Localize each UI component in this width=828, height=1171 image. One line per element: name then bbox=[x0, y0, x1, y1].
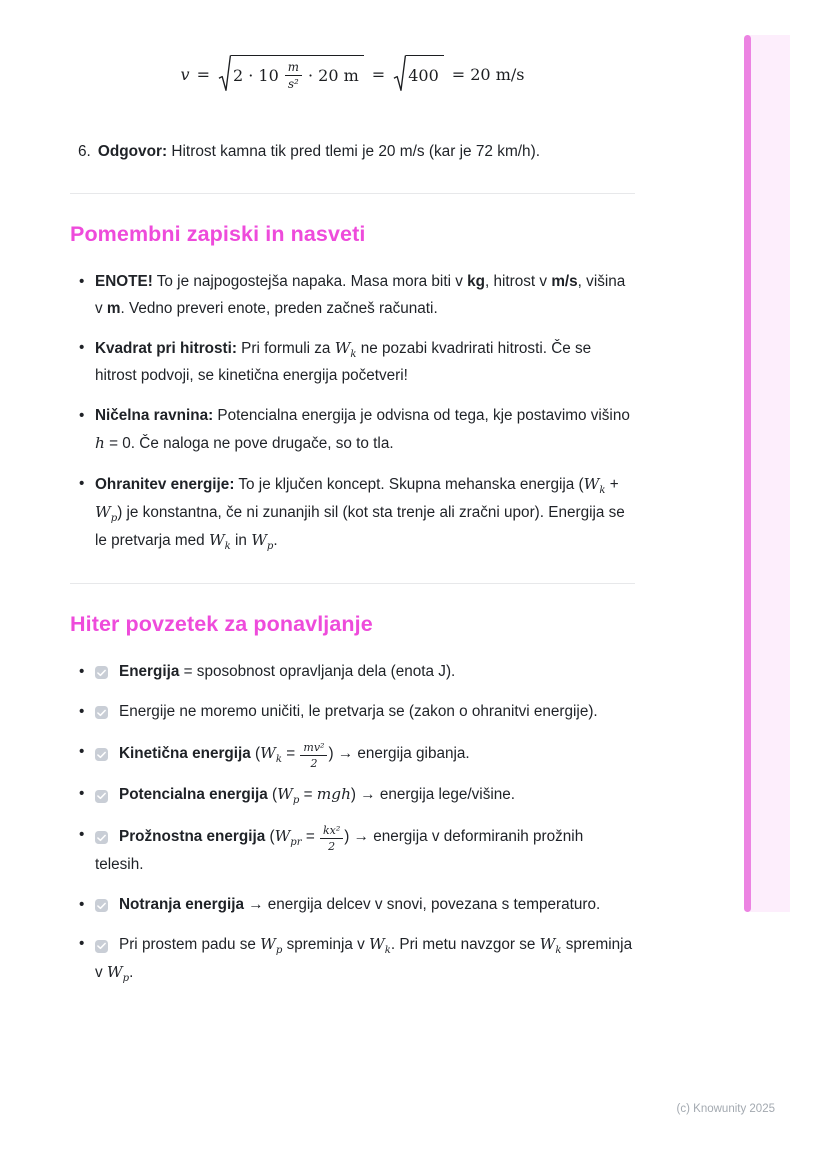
equals-sign: = bbox=[196, 64, 210, 84]
square-root bbox=[393, 55, 444, 92]
copyright: (c) Knowunity 2025 bbox=[676, 1103, 775, 1115]
scrollbar-track[interactable] bbox=[748, 35, 790, 912]
scrollbar-thumb[interactable] bbox=[744, 35, 751, 912]
bullet-dot: • bbox=[79, 475, 85, 493]
list-item bbox=[70, 781, 635, 809]
section-title-notes: Pomembni zapiski in nasveti bbox=[70, 221, 366, 246]
list-item-text: Ohranitev energije: To je ključen koncept. Skupna mehanska energija $(W_k + W_p)$ je konstantna, če ni zunanjih sil (kot sta trenje ali zračni upor). Energija se le pretvarja med $W_k$ in $W_p$. bbox=[95, 475, 625, 553]
list-item bbox=[70, 403, 635, 458]
list-item bbox=[70, 892, 635, 919]
checkbox-icon bbox=[95, 666, 108, 679]
answer-item bbox=[70, 140, 635, 165]
bullet-dot: • bbox=[79, 407, 85, 425]
radicand bbox=[231, 55, 364, 92]
summary-list bbox=[70, 659, 635, 987]
checkbox-label: Notranja energija → energija delcev v snovi, povezana s temperaturo. bbox=[119, 895, 601, 913]
list-item-text bbox=[95, 699, 635, 726]
list-item bbox=[70, 739, 635, 768]
section-divider bbox=[70, 193, 635, 194]
checkbox-icon bbox=[95, 790, 108, 803]
list-item bbox=[70, 471, 635, 555]
checkbox-icon bbox=[95, 940, 108, 953]
list-item-text bbox=[95, 659, 635, 686]
list-number: 6. bbox=[78, 143, 91, 160]
list-item bbox=[70, 335, 635, 390]
bullet-dot: • bbox=[79, 895, 85, 913]
checkbox-icon bbox=[95, 748, 108, 761]
section-title-summary: Hiter povzetek za ponavljanje bbox=[70, 611, 373, 636]
list-item bbox=[70, 931, 635, 987]
radicand-post: · 20 m bbox=[308, 65, 359, 85]
fraction bbox=[285, 60, 302, 91]
checkbox-label: Kinetična energija ($W_k$ = $\frac{\text{mv²}}{2}$ ) → energija gibanja. bbox=[119, 740, 470, 770]
radicand: 400 bbox=[406, 55, 444, 92]
checkbox-icon bbox=[95, 899, 108, 912]
list-item bbox=[70, 269, 635, 323]
radical-icon bbox=[393, 55, 406, 92]
checkbox-label: Energije ne moremo uničiti, le pretvarja se (zakon o ohranitvi energije). bbox=[119, 702, 598, 720]
list-item-text bbox=[95, 822, 635, 878]
bullet-dot: • bbox=[79, 742, 85, 760]
fraction-denominator: s² bbox=[287, 76, 299, 91]
bullet-dot: • bbox=[79, 826, 85, 844]
bullet-dot: • bbox=[79, 785, 85, 803]
section-divider bbox=[70, 583, 635, 584]
bullet-dot: • bbox=[79, 935, 85, 953]
list-item-text bbox=[95, 781, 635, 809]
checkbox-label: Potencialna energija $(W_p = mgh)$ → energija lege/višine. bbox=[119, 785, 516, 807]
list-item bbox=[70, 699, 635, 726]
checkbox-label: Prožnostna energija ($W_{pr}$ = $\frac{\text{kx²}}{2}$ ) → energija v deformiranih prožnih telesih. bbox=[95, 824, 584, 873]
list-item bbox=[70, 659, 635, 686]
bullet-dot: • bbox=[79, 272, 85, 290]
notes-list bbox=[70, 269, 635, 555]
list-item-text bbox=[95, 739, 635, 768]
fraction-numerator: m bbox=[285, 60, 302, 76]
radicand-pre: 2 · 10 bbox=[232, 65, 279, 85]
list-item-text bbox=[95, 931, 635, 987]
radical-icon bbox=[218, 55, 231, 92]
list-item bbox=[70, 822, 635, 878]
formula-variable: v bbox=[180, 64, 190, 84]
list-item-text: ENOTE! To je najpogostejša napaka. Masa mora biti v kg, hitrost v m/s, višina v m. Vedno preveri enote, preden začneš računati. bbox=[95, 272, 626, 317]
checkbox-icon bbox=[95, 831, 108, 844]
formula-result: = 20 m/s bbox=[451, 64, 525, 84]
list-item-text bbox=[95, 892, 635, 919]
answer-text: Odgovor: Hitrost kamna tik pred tlemi je 20 m/s (kar je 72 km/h). bbox=[97, 143, 541, 160]
bullet-dot: • bbox=[79, 339, 85, 357]
list-item-text: Kvadrat pri hitrosti: Pri formuli za $W_k$ ne pozabi kvadrirati hitrosti. Če se hitrost podvoji, se kinetična energija početveri! bbox=[95, 339, 592, 385]
checkbox-label: Energija = sposobnost opravljanja dela (enota J). bbox=[119, 662, 456, 680]
velocity-formula bbox=[70, 52, 635, 96]
list-item-text: Ničelna ravnina: Potencialna energija je odvisna od tega, kje postavimo višino h = 0. Če naloga ne pove drugače, so to tla. bbox=[95, 407, 630, 453]
checkbox-label: Pri prostem padu se $W_p$ spreminja v $W_k$. Pri metu navzgor se $W_k$ spreminja v $W_p$. bbox=[95, 935, 633, 985]
bullet-dot: • bbox=[79, 702, 85, 720]
bullet-dot: • bbox=[79, 662, 85, 680]
checkbox-icon bbox=[95, 706, 108, 719]
square-root bbox=[218, 55, 364, 92]
equals-sign: = bbox=[371, 64, 386, 84]
